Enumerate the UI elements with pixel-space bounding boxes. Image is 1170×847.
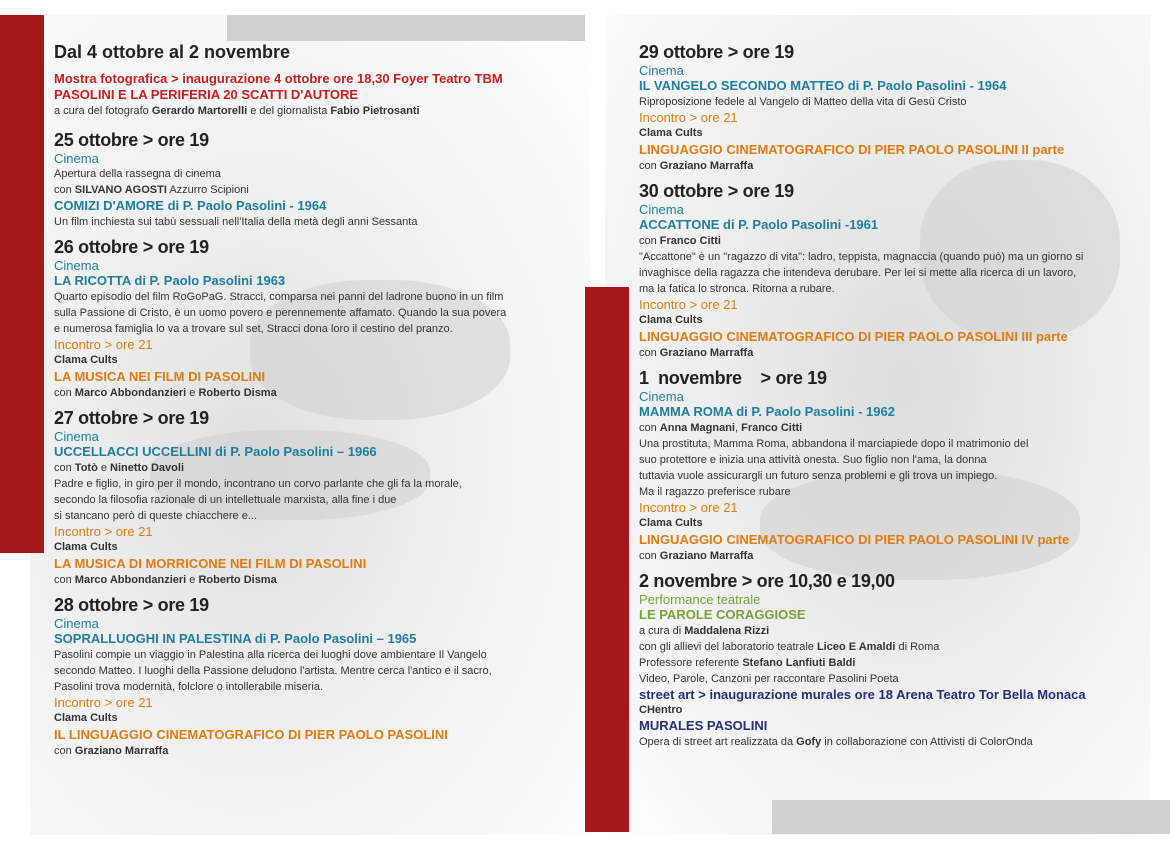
- film-cast: [54, 460, 584, 476]
- meeting-time: Incontro > ore 21: [639, 297, 738, 312]
- event-intro: Apertura della rassegna di cinema: [54, 168, 221, 180]
- event-date: 27 ottobre > ore 19: [54, 408, 209, 428]
- film-description: invaghisce della ragazza che intendeva derubare. Per lei si mette alla ricerca di un lavoro,: [639, 267, 1077, 279]
- speaker-name: Roberto Disma: [198, 387, 277, 399]
- credit-name: Gerardo Martorelli: [151, 105, 248, 117]
- performance-students: [639, 639, 1159, 655]
- exhibition-block: [54, 71, 584, 119]
- credit-name: Fabio Pietrosanti: [330, 105, 420, 117]
- cast-prefix: con: [54, 462, 75, 474]
- event-29-ottobre: [639, 41, 1159, 174]
- speakers-conj: e: [186, 387, 199, 399]
- event-category: Cinema: [639, 202, 684, 217]
- cast-prefix: con: [639, 235, 660, 247]
- meeting-title: LINGUAGGIO CINEMATOGRAFICO DI PIER PAOLO PASOLINI III parte: [639, 329, 1068, 344]
- meeting-title: LA MUSICA DI MORRICONE NEI FILM DI PASOLINI: [54, 556, 367, 571]
- meeting-organizer: Clama Cults: [54, 712, 118, 724]
- murales-description: [639, 734, 1159, 750]
- film-title: UCCELLACCI UCCELLINI di P. Paolo Pasolini – 1966: [54, 444, 377, 459]
- credit-text: e del giornalista: [247, 105, 331, 117]
- red-accent-bar-left: [0, 15, 44, 553]
- cast-name: Anna Magnani: [659, 422, 735, 434]
- gray-strip-top: [227, 15, 585, 41]
- event-26-ottobre: [54, 236, 584, 401]
- event-category: Cinema: [54, 151, 99, 166]
- film-description: Una prostituta, Mamma Roma, abbandona il marciapiede dopo il matrimonio del: [639, 438, 1029, 450]
- film-title: IL VANGELO SECONDO MATTEO di P. Paolo Pasolini - 1964: [639, 78, 1007, 93]
- cast-name: Ninetto Davoli: [110, 462, 184, 474]
- meeting-organizer: Clama Cults: [639, 517, 703, 529]
- cast-conj: ,: [734, 422, 742, 434]
- event-date: 25 ottobre > ore 19: [54, 130, 209, 150]
- meeting-title: LINGUAGGIO CINEMATOGRAFICO DI PIER PAOLO PASOLINI IV parte: [639, 532, 1070, 547]
- street-art-line: street art > inaugurazione murales ore 18 Arena Teatro Tor Bella Monaca: [639, 687, 1086, 702]
- speakers-conj: e: [186, 574, 199, 586]
- film-description: "Accattone" è un "ragazzo di vita": ladro, teppista, magnaccia (quando può) ma un giorno si: [639, 251, 1084, 263]
- curator-prefix: a cura di: [639, 625, 685, 637]
- meeting-time: Incontro > ore 21: [54, 524, 153, 539]
- cast-name: Totò: [74, 462, 98, 474]
- speaker-name: Graziano Marraffa: [659, 347, 754, 359]
- program-column-right: [639, 41, 1159, 756]
- meeting-speakers: [54, 743, 584, 759]
- performance-description: Video, Parole, Canzoni per raccontare Pasolini Poeta: [639, 673, 899, 685]
- film-description: secondo Matteo. I luoghi della Passione deludono l'artista. Mentre cerca l'antico e il sacro,: [54, 665, 492, 677]
- film-description: Riproposizione fedele al Vangelo di Matteo della vita di Gesù Cristo: [639, 96, 967, 108]
- film-description: suo protettore e inizia una attività onesta. Suo figlio non l'ama, la donna: [639, 454, 987, 466]
- film-description: Pasolini compie un viaggio in Palestina alla ricerca dei luoghi dove ambientare Il Vangelo: [54, 649, 487, 661]
- speakers-prefix: con: [54, 745, 75, 757]
- cast-prefix: con: [639, 422, 660, 434]
- event-category: Cinema: [54, 616, 99, 631]
- gray-strip-bottom: [772, 800, 1170, 834]
- meeting-title: IL LINGUAGGIO CINEMATOGRAFICO DI PIER PAOLO PASOLINI: [54, 727, 448, 742]
- meeting-speakers: [54, 385, 584, 401]
- guest-name: SILVANO AGOSTI: [74, 184, 167, 196]
- film-title: LA RICOTTA di P. Paolo Pasolini 1963: [54, 273, 286, 288]
- film-description: sulla Passione di Cristo, è un uomo povero e perennemente affamato. Quando la sua povera: [54, 307, 507, 319]
- event-30-ottobre: [639, 180, 1159, 361]
- cast-name: Franco Citti: [741, 422, 803, 434]
- murales-title: MURALES PASOLINI: [639, 718, 768, 733]
- meeting-speakers: [639, 345, 1159, 361]
- event-date: 29 ottobre > ore 19: [639, 42, 794, 62]
- murales-text: Opera di street art realizzata da: [639, 736, 797, 748]
- event-category: Performance teatrale: [639, 592, 761, 607]
- speaker-name: Graziano Marraffa: [74, 745, 169, 757]
- meeting-time: Incontro > ore 21: [54, 695, 153, 710]
- meeting-organizer: Clama Cults: [639, 127, 703, 139]
- guest-prefix: con: [54, 184, 75, 196]
- street-art-organizer: CHentro: [639, 704, 683, 716]
- artist-name: Gofy: [796, 736, 822, 748]
- meeting-organizer: Clama Cults: [54, 541, 118, 553]
- guest-venue: Azzurro Scipioni: [166, 184, 249, 196]
- event-1-novembre: [639, 367, 1159, 564]
- meeting-title: LINGUAGGIO CINEMATOGRAFICO DI PIER PAOLO PASOLINI II parte: [639, 142, 1065, 157]
- event-category: Cinema: [54, 258, 99, 273]
- students-prefix: con gli allievi del laboratorio teatrale: [639, 641, 817, 653]
- meeting-organizer: Clama Cults: [639, 314, 703, 326]
- event-category: Cinema: [54, 429, 99, 444]
- meeting-speakers: [54, 572, 584, 588]
- meeting-time: Incontro > ore 21: [54, 337, 153, 352]
- event-date: 30 ottobre > ore 19: [639, 181, 794, 201]
- speakers-prefix: con: [639, 550, 660, 562]
- speaker-name: Graziano Marraffa: [659, 550, 754, 562]
- film-description: Ma il ragazzo preferisce rubare: [639, 486, 791, 498]
- program-period-title: Dal 4 ottobre al 2 novembre: [54, 42, 291, 62]
- cast-conj: e: [97, 462, 111, 474]
- film-title: SOPRALLUOGHI IN PALESTINA di P. Paolo Pasolini – 1965: [54, 631, 417, 646]
- event-date: 1 novembre > ore 19: [639, 368, 827, 388]
- exhibition-title: PASOLINI E LA PERIFERIA 20 SCATTI D'AUTORE: [54, 87, 359, 102]
- meeting-time: Incontro > ore 21: [639, 500, 738, 515]
- event-28-ottobre: [54, 594, 584, 759]
- event-2-novembre: [639, 570, 1159, 750]
- speakers-prefix: con: [639, 347, 660, 359]
- film-description: Quarto episodio del film RoGoPaG. Stracci, comparsa nei panni del ladrone buono in un film: [54, 291, 504, 303]
- performance-teacher: [639, 655, 1159, 671]
- speakers-prefix: con: [54, 574, 75, 586]
- film-cast: [639, 233, 1159, 249]
- teacher-prefix: Professore referente: [639, 657, 743, 669]
- speakers-prefix: con: [639, 160, 660, 172]
- event-category: Cinema: [639, 389, 684, 404]
- film-description: Padre e figlio, in giro per il mondo, incontrano un corvo parlante che gli fa la morale,: [54, 478, 462, 490]
- school-name: Liceo E Amaldi: [816, 641, 896, 653]
- film-cast: [639, 420, 1159, 436]
- teacher-name: Stefano Lanfiuti Baldi: [742, 657, 856, 669]
- red-accent-bar-right: [585, 287, 629, 832]
- murales-text: in collaborazione con Attivisti di ColorOnda: [821, 736, 1033, 748]
- film-description: Un film inchiesta sui tabù sessuali nell'Italia della metà degli anni Sessanta: [54, 216, 418, 228]
- event-27-ottobre: [54, 407, 584, 588]
- film-title: MAMMA ROMA di P. Paolo Pasolini - 1962: [639, 404, 895, 419]
- event-guest: [54, 182, 584, 198]
- cast-name: Franco Citti: [659, 235, 721, 247]
- speaker-name: Graziano Marraffa: [659, 160, 754, 172]
- meeting-title: LA MUSICA NEI FILM DI PASOLINI: [54, 369, 266, 384]
- meeting-organizer: Clama Cults: [54, 354, 118, 366]
- performance-title: LE PAROLE CORAGGIOSE: [639, 607, 806, 622]
- speaker-name: Marco Abbondanzieri: [74, 574, 187, 586]
- program-column-left: [54, 41, 584, 765]
- film-description: si stancano però di queste chiacchere e...: [54, 510, 258, 522]
- event-25-ottobre: [54, 129, 584, 230]
- film-description: ma la fatica lo stronca. Ritorna a rubare.: [639, 283, 835, 295]
- exhibition-line: Mostra fotografica > inaugurazione 4 ottobre ore 18,30 Foyer Teatro TBM: [54, 71, 503, 86]
- credit-text: a cura del fotografo: [54, 105, 152, 117]
- film-title: COMIZI D'AMORE di P. Paolo Pasolini - 1964: [54, 198, 327, 213]
- speaker-name: Marco Abbondanzieri: [74, 387, 187, 399]
- event-date: 28 ottobre > ore 19: [54, 595, 209, 615]
- meeting-speakers: [639, 548, 1159, 564]
- school-city: di Roma: [895, 641, 940, 653]
- film-description: e numerosa famiglia lo va a trovare sul set, Stracci dona loro il cestino del pranzo.: [54, 323, 453, 335]
- film-description: secondo la filosofia razionale di un intellettuale marxista, alla fine i due: [54, 494, 397, 506]
- exhibition-credit: [54, 103, 584, 119]
- meeting-time: Incontro > ore 21: [639, 110, 738, 125]
- speaker-name: Roberto Disma: [198, 574, 277, 586]
- film-description: tuttavia vuole assicurargli un futuro senza problemi e gli trova un impiego.: [639, 470, 998, 482]
- curator-name: Maddalena Rizzi: [684, 625, 770, 637]
- film-description: Pasolini trova modernità, folclore o intollerabile miseria.: [54, 681, 324, 693]
- film-title: ACCATTONE di P. Paolo Pasolini -1961: [639, 217, 879, 232]
- event-category: Cinema: [639, 63, 684, 78]
- meeting-speakers: [639, 158, 1159, 174]
- event-date: 2 novembre > ore 10,30 e 19,00: [639, 571, 895, 591]
- performance-curator: [639, 623, 1159, 639]
- event-date: 26 ottobre > ore 19: [54, 237, 209, 257]
- speakers-prefix: con: [54, 387, 75, 399]
